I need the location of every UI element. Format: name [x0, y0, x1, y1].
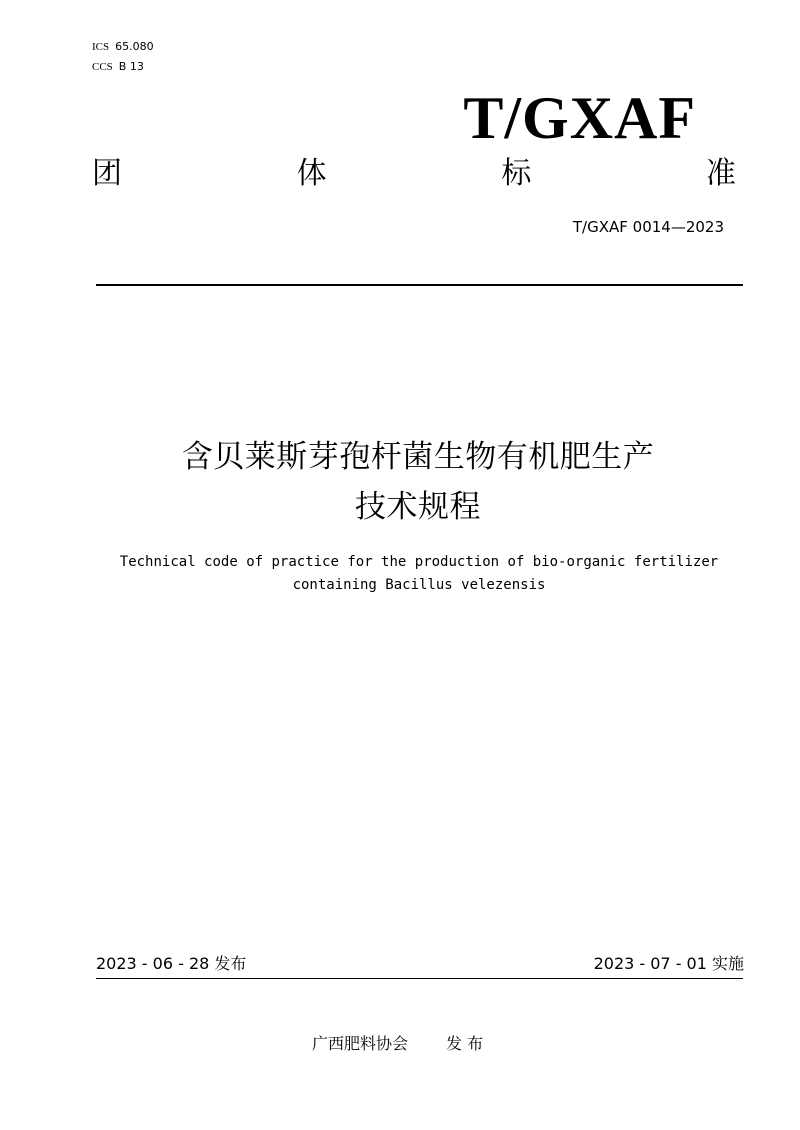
standard-type-char: 标 — [501, 156, 532, 191]
standard-number: T/GXAF 0014—2023 — [572, 218, 724, 236]
standard-type-char: 团 — [92, 156, 122, 191]
issue-date: 2023 - 06 - 28 发布 — [96, 954, 247, 973]
standard-type-heading — [92, 156, 736, 192]
ics-value: 65.080 — [115, 40, 154, 53]
ccs-label: CCS — [92, 61, 113, 73]
top-divider — [96, 284, 743, 286]
title-english-line-2: containing Bacillus velezensis — [292, 577, 546, 593]
standard-type-char: 准 — [705, 156, 736, 191]
ccs-code — [92, 60, 144, 74]
publisher-line — [312, 1033, 483, 1055]
ics-code — [92, 40, 154, 54]
publisher-name: 广西肥料协会 — [312, 1034, 409, 1053]
title-english-line-1: Technical code of practice for the production of bio-organic fertilizer — [119, 554, 719, 570]
bottom-divider — [96, 978, 743, 979]
ccs-value: B 13 — [118, 60, 144, 73]
implementation-date: 2023 - 07 - 01 实施 — [593, 954, 744, 973]
title-chinese — [0, 432, 800, 532]
standard-type-char: 体 — [296, 156, 327, 191]
title-english — [60, 551, 778, 597]
title-chinese-line-2: 技术规程 — [355, 489, 481, 525]
publish-action: 发 布 — [446, 1034, 484, 1053]
ics-label: ICS — [92, 41, 110, 53]
title-chinese-line-1: 含贝莱斯芽孢杆菌生物有机肥生产 — [181, 439, 655, 475]
standard-logo: T/GXAF — [463, 85, 696, 151]
